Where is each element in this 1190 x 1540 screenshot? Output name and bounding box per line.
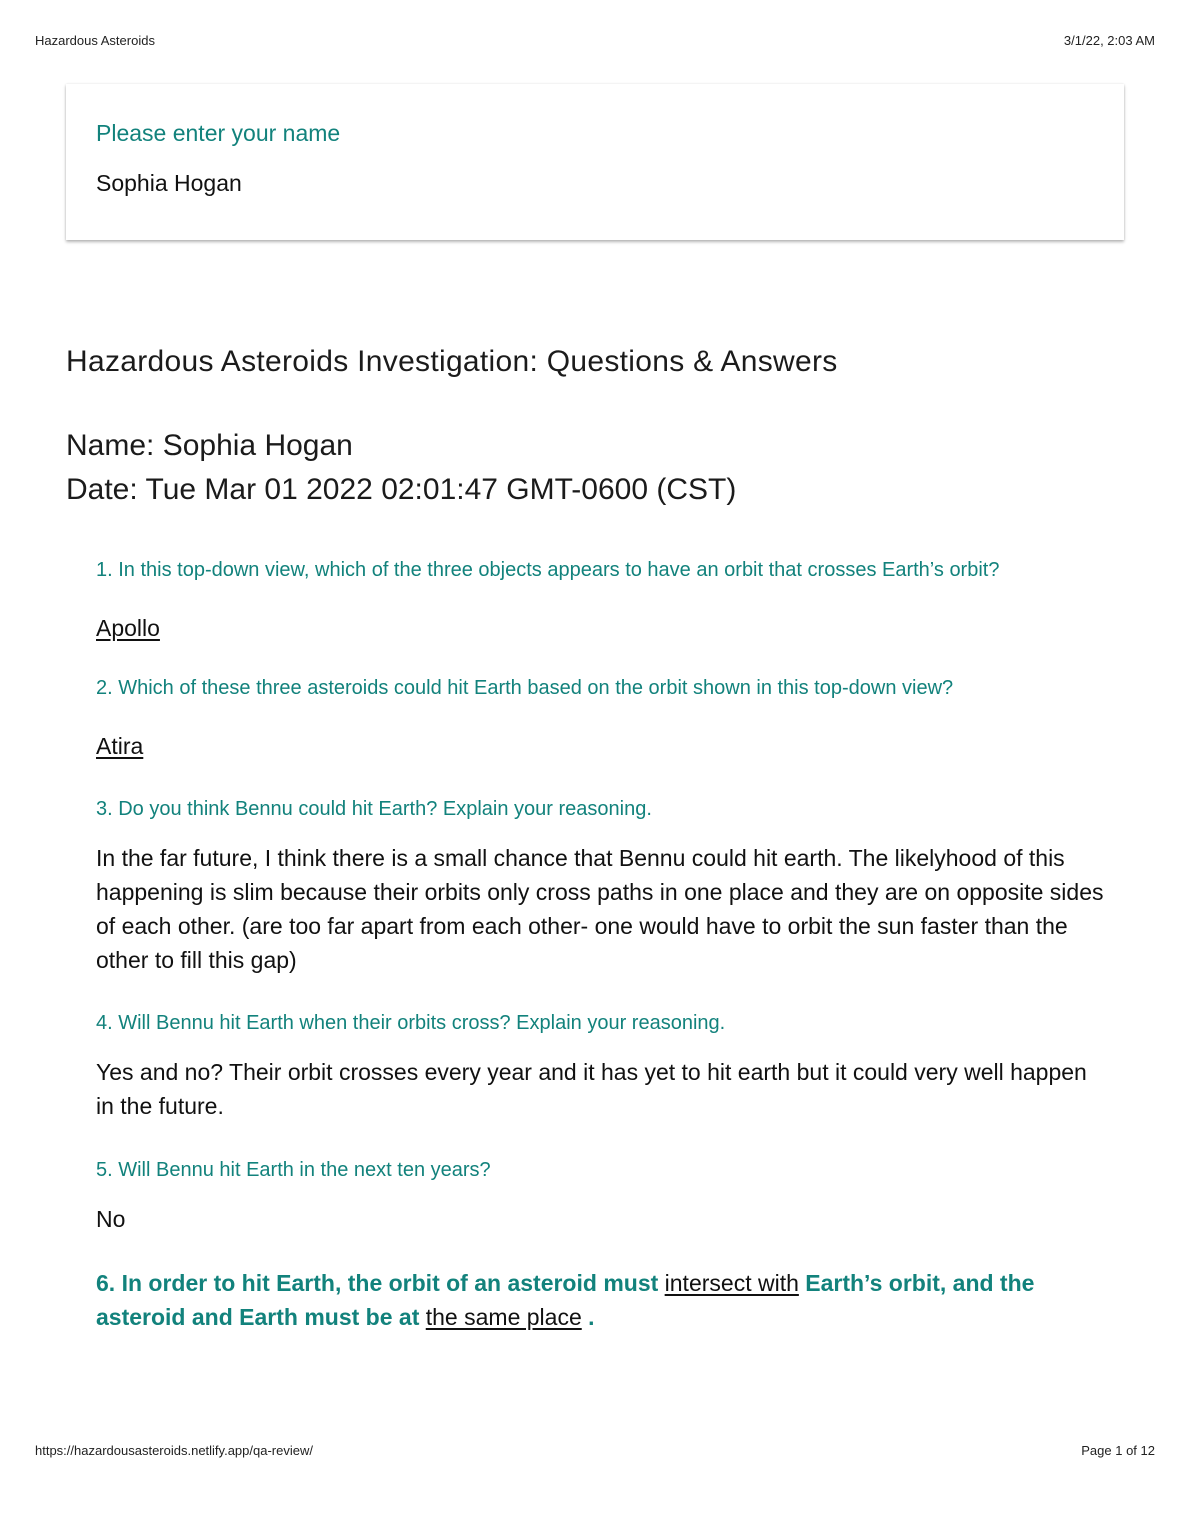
answer-text: No bbox=[96, 1206, 126, 1232]
question6-blank1: intersect with bbox=[664, 1270, 799, 1296]
question-6 bbox=[96, 1266, 1106, 1334]
print-header-title: Hazardous Asteroids bbox=[35, 33, 155, 48]
answer-text: In the far future, I think there is a small chance that Bennu could hit earth. The likelyhood of this happening is slim because their orbits only cross paths in one place and they are on opposite sides of each other. (are too far apart from each other- one would have to orbit the sun faster than the other to fill this gap) bbox=[96, 845, 1104, 973]
question-text: 1. In this top-down view, which of the three objects appears to have an orbit that crosses Earth’s orbit? bbox=[96, 559, 1000, 581]
page-title: Hazardous Asteroids Investigation: Questions & Answers bbox=[66, 345, 838, 378]
question6-blank2: the same place bbox=[425, 1304, 582, 1330]
question-5 bbox=[96, 1156, 1106, 1236]
student-name: Name: Sophia Hogan bbox=[66, 429, 353, 462]
question-text: 5. Will Bennu hit Earth in the next ten years? bbox=[96, 1159, 491, 1181]
answer-text: Apollo bbox=[96, 615, 160, 641]
name-label: Please enter your name bbox=[96, 120, 341, 146]
question6-part2: Earth’s orbit, and the asteroid and Earth must be at bbox=[96, 1270, 1035, 1330]
main-heading bbox=[66, 340, 1126, 512]
print-footer-page: Page 1 of 12 bbox=[1081, 1443, 1155, 1458]
name-card bbox=[66, 84, 1124, 240]
print-header bbox=[35, 33, 1155, 48]
question-2 bbox=[96, 674, 1106, 763]
print-footer-url: https://hazardousasteroids.netlify.app/qa-review/ bbox=[35, 1443, 313, 1458]
question-text: 2. Which of these three asteroids could hit Earth based on the orbit shown in this top-down view? bbox=[96, 677, 954, 699]
meta-block bbox=[66, 424, 1126, 512]
answer-text: Yes and no? Their orbit crosses every year and it has yet to hit earth but it could very well happen in the future. bbox=[96, 1059, 1087, 1119]
question-text: 3. Do you think Bennu could hit Earth? Explain your reasoning. bbox=[96, 798, 652, 820]
question-4 bbox=[96, 1009, 1106, 1123]
name-value: Sophia Hogan bbox=[96, 170, 242, 196]
fill-in-question bbox=[96, 1266, 1106, 1334]
print-footer bbox=[35, 1443, 1155, 1458]
question-text: 4. Will Bennu hit Earth when their orbits cross? Explain your reasoning. bbox=[96, 1012, 726, 1034]
question-3 bbox=[96, 795, 1106, 977]
print-header-datetime: 3/1/22, 2:03 AM bbox=[1063, 33, 1155, 48]
question-1 bbox=[96, 556, 1106, 645]
question6-part1: 6. In order to hit Earth, the orbit of an asteroid must bbox=[96, 1270, 659, 1296]
answer-text: Atira bbox=[96, 733, 144, 759]
submission-date: Date: Tue Mar 01 2022 02:01:47 GMT-0600 (CST) bbox=[66, 473, 737, 506]
question6-part3: . bbox=[588, 1304, 595, 1330]
